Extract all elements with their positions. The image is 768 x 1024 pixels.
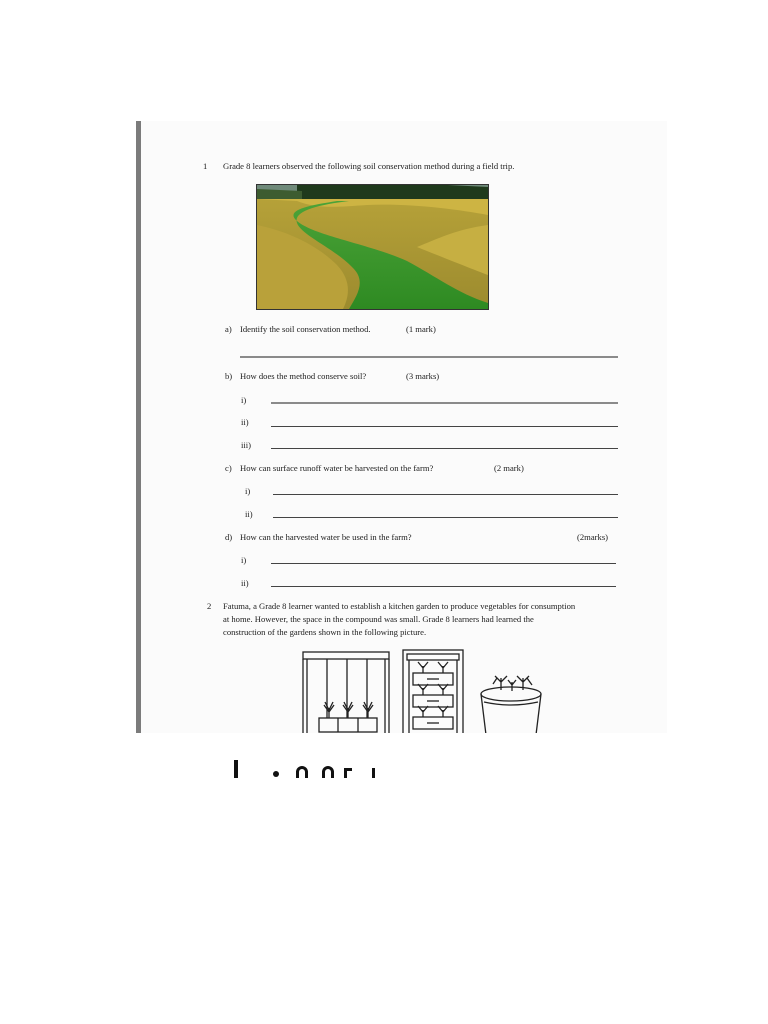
- kitchen-garden-illustrations: [301, 648, 551, 733]
- q1b-answer-line-2[interactable]: [271, 426, 618, 427]
- q1a-text: Identify the soil conservation method.: [240, 324, 371, 334]
- q1c-answer-line-1[interactable]: [273, 494, 618, 495]
- q1b-item-label: i): [241, 395, 247, 405]
- q1c-answer-line-2[interactable]: [273, 517, 618, 518]
- q1b-item-label: ii): [241, 417, 249, 427]
- q1a-label: a): [225, 324, 232, 334]
- field-photo-grass-waterway: [256, 184, 489, 310]
- q1c-label: c): [225, 463, 232, 473]
- question-1-stem: Grade 8 learners observed the following soil conservation method during a field trip.: [223, 161, 515, 171]
- question-1-number: 1: [203, 161, 208, 171]
- q1b-label: b): [225, 371, 233, 381]
- q1c-item-label: i): [245, 486, 251, 496]
- q1d-answer-line-1[interactable]: [271, 563, 616, 564]
- question-2-line-2: at home. However, the space in the compound was small. Grade 8 learners had learned the: [223, 614, 534, 624]
- question-2-line-3: construction of the gardens shown in the following picture.: [223, 627, 427, 637]
- q1b-item-label: iii): [241, 440, 252, 450]
- q1a-answer-line[interactable]: [240, 356, 618, 358]
- question-2-line-1: Fatuma, a Grade 8 learner wanted to establish a kitchen garden to produce vegetables for consumption: [223, 601, 576, 611]
- worksheet-page: [136, 121, 667, 733]
- q1b-marks: (3 marks): [406, 371, 440, 381]
- q1b-text: How does the method conserve soil?: [240, 371, 367, 381]
- cutoff-text-fragment: [232, 760, 392, 778]
- q1d-marks: (2marks): [577, 532, 609, 542]
- q1d-item-label: i): [241, 555, 247, 565]
- q1c-text: How can surface runoff water be harvested on the farm?: [240, 463, 434, 473]
- q1d-label: d): [225, 532, 233, 542]
- q1a-marks: (1 mark): [406, 324, 436, 334]
- q1c-item-label: ii): [245, 509, 253, 519]
- q1b-answer-line-3[interactable]: [271, 448, 618, 449]
- q1d-answer-line-2[interactable]: [271, 586, 616, 587]
- q1d-item-label: ii): [241, 578, 249, 588]
- question-2-number: 2: [207, 601, 212, 611]
- q1b-answer-line-1[interactable]: [271, 402, 618, 404]
- q1d-text: How can the harvested water be used in the farm?: [240, 532, 412, 542]
- q1c-marks: (2 mark): [494, 463, 524, 473]
